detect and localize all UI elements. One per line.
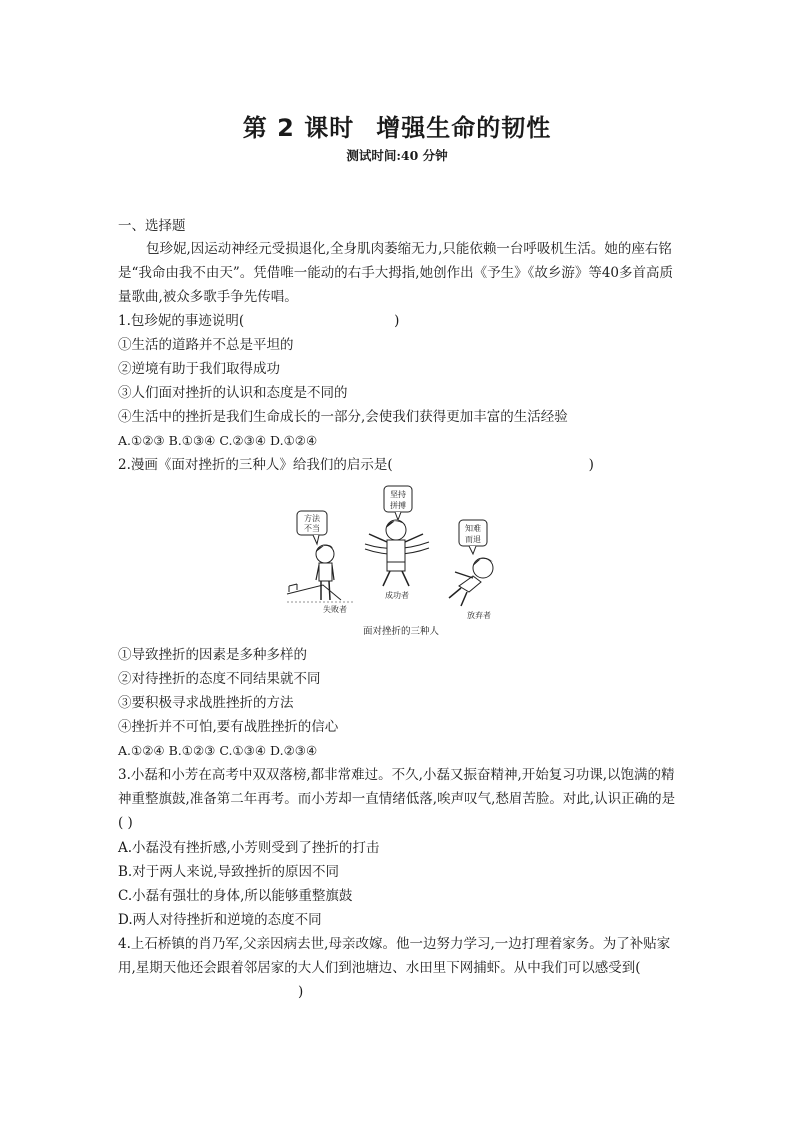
- bubble-right-line2: 而退: [465, 535, 481, 544]
- lesson-number: 第 2 课时: [242, 114, 355, 142]
- question-3-stem: 3.小磊和小芳在高考中双双落榜,都非常难过。不久,小磊又振奋精神,开始复习功课,以饱满的精神重整旗鼓,准备第二年再考。而小芳却一直情绪低落,唉声叹气,愁眉苦脸。对此,认识正确的是( ): [118, 767, 676, 831]
- lesson-title: [0, 108, 794, 143]
- bubble-mid-line1: 坚持: [390, 490, 406, 499]
- bubble-mid-line2: 拼搏: [390, 501, 406, 510]
- cartoon-three-people: [283, 482, 519, 642]
- bubble-right-line1: 知难: [465, 524, 481, 533]
- giveup-figure: [449, 520, 493, 620]
- hurdle: [289, 584, 297, 592]
- question-2-stem: 2.漫画《面对挫折的三种人》给我们的启示是( ): [118, 457, 594, 473]
- label-giveup: 放弃者: [467, 611, 491, 620]
- ground-line: [287, 585, 341, 600]
- figure-caption: 面对挫折的三种人: [362, 626, 440, 637]
- q2-item-4: ④挫折并不可怕,要有战胜挫折的信心: [118, 719, 339, 735]
- q2-item-3: ③要积极寻求战胜挫折的方法: [118, 695, 294, 711]
- q1-item-2: ②逆境有助于我们取得成功: [118, 361, 280, 377]
- q3-option-b: B.对于两人来说,导致挫折的原因不同: [118, 864, 340, 880]
- q3-option-d: D.两人对待挫折和逆境的态度不同: [118, 912, 322, 928]
- lesson-topic: 增强生命的韧性: [376, 114, 552, 142]
- success-figure: [365, 486, 429, 600]
- q1-item-4: ④生活中的挫折是我们生命成长的一部分,会使我们获得更加丰富的生活经验: [118, 409, 568, 425]
- q3-option-c: C.小磊有强壮的身体,所以能够重整旗鼓: [118, 888, 353, 904]
- bubble-left-line1: 方法: [304, 514, 320, 523]
- q3-option-a: A.小磊没有挫折感,小芳则受到了挫折的打击: [118, 840, 380, 856]
- test-duration: 测试时间:40 分钟: [346, 148, 448, 163]
- question-4-stem: 4.上石桥镇的肖乃军,父亲因病去世,母亲改嫁。他一边努力学习,一边打理着家务。为了补贴家用,星期天他还会跟着邻居家的大人们到池塘边、水田里下网捕虾。从中我们可以感受到(): [118, 936, 671, 1000]
- label-failure: 失败者: [323, 605, 347, 614]
- q1-item-3: ③人们面对挫折的认识和态度是不同的: [118, 385, 348, 401]
- q1-choices: A.①②③ B.①③④ C.②③④ D.①②④: [118, 433, 318, 448]
- q2-item-1: ①导致挫折的因素是多种多样的: [118, 647, 307, 663]
- bubble-left-line2: 不当: [304, 524, 320, 533]
- reading-passage: 包珍妮,因运动神经元受损退化,全身肌肉萎缩无力,只能依赖一台呼吸机生活。她的座右铭是“我命由我不由天”。凭借唯一能动的右手大拇指,她创作出《予生》《故乡游》等40多首高质量歌曲,被众多歌手争先传唱。: [118, 241, 674, 305]
- question-1-stem: 1.包珍妮的事迹说明( ): [118, 313, 400, 329]
- label-success: 成功者: [385, 591, 409, 600]
- q2-item-2: ②对待挫折的态度不同结果就不同: [118, 671, 321, 687]
- q2-choices: A.①②④ B.①②③ C.①③④ D.②③④: [118, 743, 318, 758]
- q1-item-1: ①生活的道路并不总是平坦的: [118, 337, 294, 353]
- section-heading: 一、选择题: [118, 218, 186, 234]
